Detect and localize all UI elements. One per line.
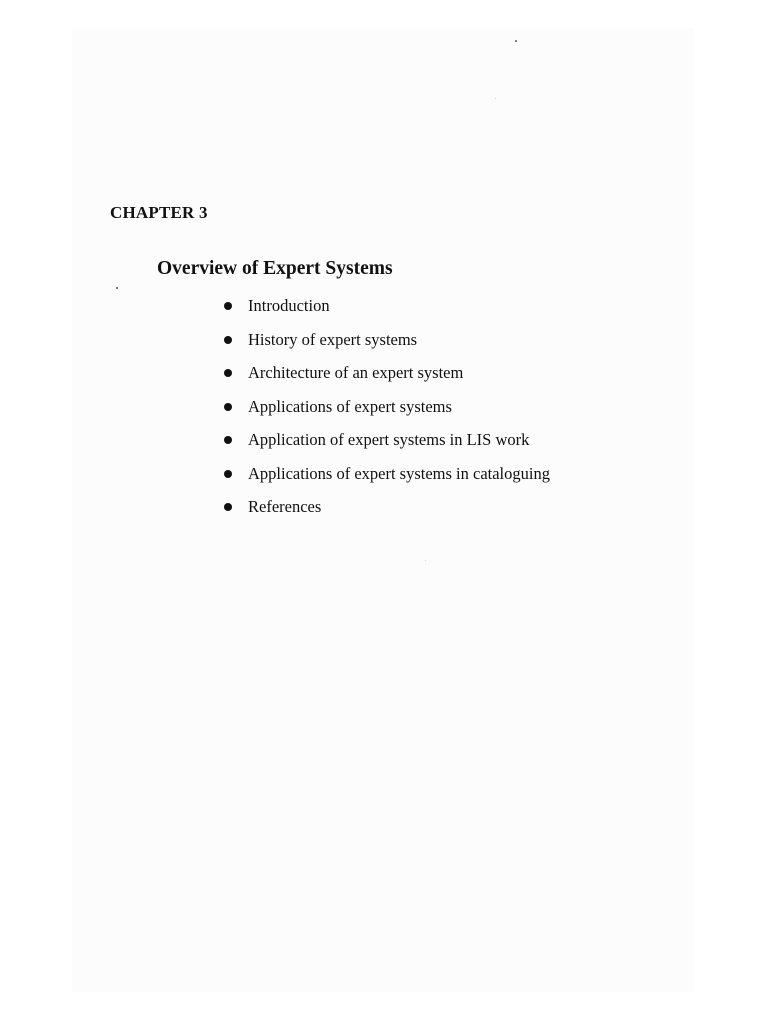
bullet-icon: [224, 302, 232, 310]
bullet-icon: [224, 470, 232, 478]
bullet-icon: [224, 403, 232, 411]
bullet-icon: [224, 336, 232, 344]
list-item-text: References: [248, 497, 322, 516]
bullet-icon: [224, 503, 232, 511]
scan-speck: [116, 287, 118, 289]
bullet-icon: [224, 369, 232, 377]
scanned-sheet: [72, 28, 694, 992]
list-item-text: Applications of expert systems: [248, 396, 452, 416]
list-item-text: Applications of expert systems in cataloguing: [248, 463, 550, 483]
chapter-label: CHAPTER 3: [110, 203, 208, 222]
chapter-title: Overview of Expert Systems: [157, 258, 393, 279]
list-item-text: Architecture of an expert system: [248, 363, 464, 382]
scan-speck: [515, 40, 517, 42]
bullet-icon: [224, 436, 232, 444]
scan-speck: [425, 560, 426, 561]
list-item-text: History of expert systems: [248, 329, 418, 349]
list-item-text: Introduction: [248, 296, 330, 315]
list-item-text: Application of expert systems in LIS work: [248, 430, 530, 449]
scan-speck: [495, 98, 496, 99]
